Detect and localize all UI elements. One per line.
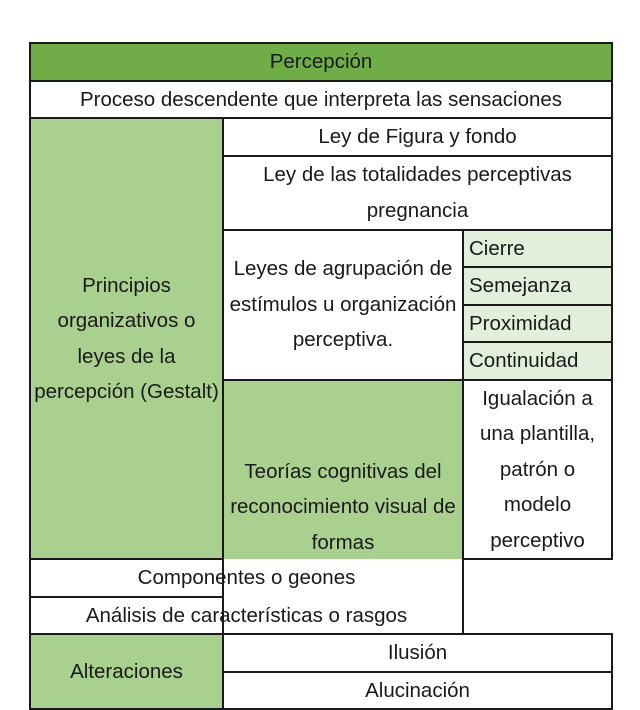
- theory-template-matching: Igualación a una plantilla, patrón o modelo perceptivo: [463, 380, 612, 560]
- alterations-label: Alteraciones: [30, 634, 223, 709]
- table-title: Percepción: [30, 43, 612, 81]
- principles-label: Principios organizativos o leyes de la percepción (Gestalt): [30, 118, 223, 559]
- theory-geons: Componentes o geones: [30, 559, 463, 597]
- table-subtitle: Proceso descendente que interpreta las sensaciones: [30, 81, 612, 119]
- theories-label: Teorías cognitivas del reconocimiento visual de formas: [223, 380, 463, 635]
- grouping-item-closure: Cierre: [463, 230, 612, 268]
- grouping-item-continuity: Continuidad: [463, 342, 612, 380]
- alteration-hallucination: Alucinación: [223, 672, 612, 710]
- alteration-illusion: Ilusión: [223, 634, 612, 672]
- grouping-item-proximity: Proximidad: [463, 305, 612, 343]
- law-figure-ground: Ley de Figura y fondo: [223, 118, 612, 156]
- grouping-laws-label: Leyes de agrupación de estímulos u organización perceptiva.: [223, 230, 463, 380]
- perception-table-wrapper: [29, 42, 611, 710]
- law-perceptual-totalities: Ley de las totalidades perceptivas pregnancia: [223, 156, 612, 230]
- perception-table: [29, 42, 613, 710]
- theory-feature-analysis: Análisis de características o rasgos: [30, 597, 463, 635]
- grouping-item-similarity: Semejanza: [463, 267, 612, 305]
